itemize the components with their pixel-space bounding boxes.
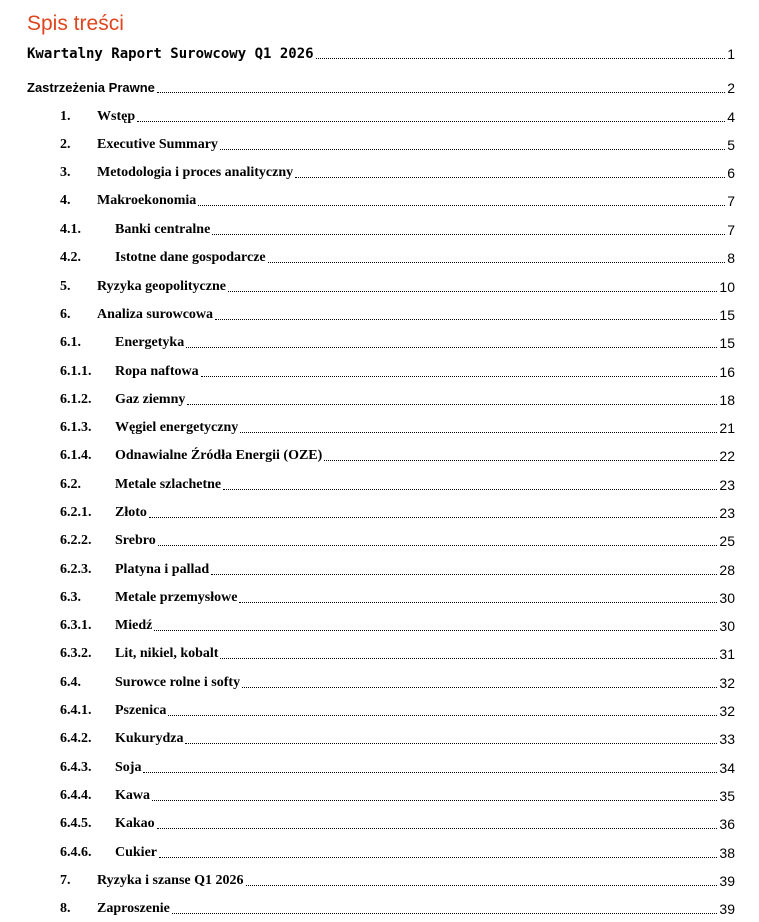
toc-entry-label: Zaproszenie: [97, 901, 170, 916]
toc-entry-number: 6.3.: [60, 590, 81, 605]
toc-entry[interactable]: [0, 560, 759, 580]
toc-entry-number: 6.2.3.: [60, 562, 92, 577]
dot-leader: [149, 517, 718, 518]
toc-entry-number: 2.: [60, 137, 71, 152]
toc-entry-number: 6.3.2.: [60, 646, 92, 661]
toc-entry-number: 6.4.3.: [60, 760, 92, 775]
toc-entry[interactable]: [0, 701, 759, 721]
toc-entry-page: 31: [719, 646, 735, 662]
dot-leader: [295, 177, 725, 178]
toc-entry-page: 2: [727, 80, 735, 96]
toc-entry-number: 6.1.4.: [60, 448, 92, 463]
dot-leader: [220, 658, 717, 659]
toc-entry[interactable]: [0, 135, 759, 155]
toc-entry-label: Metodologia i proces analityczny: [97, 165, 294, 180]
toc-entry-page: 8: [727, 250, 735, 266]
toc-entry-label: Metale przemysłowe: [115, 590, 238, 605]
toc-entry[interactable]: [0, 503, 759, 523]
dot-leader: [157, 92, 725, 93]
toc-entry[interactable]: [0, 362, 759, 382]
toc-entry-number: 6.4.: [60, 675, 81, 690]
toc-entry[interactable]: [0, 588, 759, 608]
toc-entry-number: 4.: [60, 193, 71, 208]
toc-entry[interactable]: [0, 78, 759, 98]
dot-leader: [137, 121, 725, 122]
toc-entry-label: Platyna i pallad: [115, 562, 210, 577]
dot-leader: [186, 347, 717, 348]
dot-leader: [157, 828, 718, 829]
toc-entry[interactable]: [0, 248, 759, 268]
toc-entry-number: 6.: [60, 307, 71, 322]
toc-entry[interactable]: [0, 191, 759, 211]
dot-leader: [239, 602, 717, 603]
toc-entry[interactable]: [0, 390, 759, 410]
toc-entry-label: Srebro: [115, 533, 156, 548]
toc-entry-page: 7: [727, 193, 735, 209]
toc-entry[interactable]: [0, 333, 759, 353]
toc-entry[interactable]: [0, 814, 759, 834]
toc-entry-page: 7: [727, 222, 735, 238]
toc-entry-number: 7.: [60, 873, 71, 888]
toc-entry-label: Makroekonomia: [97, 193, 197, 208]
dot-leader: [268, 262, 726, 263]
toc-entry-label: Soja: [115, 760, 142, 775]
toc-entry-page: 1: [727, 46, 735, 62]
toc-entry-label: Gaz ziemny: [115, 392, 186, 407]
dot-leader: [152, 800, 717, 801]
toc-entry[interactable]: [0, 843, 759, 863]
toc-entry-page: 28: [719, 562, 735, 578]
toc-entry-page: 6: [727, 165, 735, 181]
toc-entry-page: 23: [719, 477, 735, 493]
toc-entry-label: Analiza surowcowa: [97, 307, 214, 322]
toc-entry-number: 6.4.4.: [60, 788, 92, 803]
toc-entry[interactable]: [0, 531, 759, 551]
dot-leader: [187, 404, 717, 405]
toc-entry-number: 6.4.1.: [60, 703, 92, 718]
dot-leader: [316, 58, 726, 59]
toc-entry-number: 4.2.: [60, 250, 81, 265]
toc-entry-label: Kwartalny Raport Surowcowy Q1 2026: [27, 46, 314, 62]
toc-entry-page: 5: [727, 137, 735, 153]
toc-entry[interactable]: [0, 305, 759, 325]
toc-entry-label: Miedź: [115, 618, 153, 633]
toc-entry-label: Wstęp: [97, 109, 136, 124]
dot-leader: [211, 574, 717, 575]
toc-entry-number: 4.1.: [60, 222, 81, 237]
toc-entry-page: 35: [719, 788, 735, 804]
toc-entry-label: Istotne dane gospodarcze: [115, 250, 266, 265]
dot-leader: [159, 857, 717, 858]
toc-entry[interactable]: [0, 644, 759, 664]
toc-entry-page: 16: [719, 364, 735, 380]
toc-entry-page: 30: [719, 590, 735, 606]
toc-entry-number: 6.4.6.: [60, 845, 92, 860]
toc-entry-label: Zastrzeżenia Prawne: [27, 80, 155, 95]
dot-leader: [242, 687, 717, 688]
dot-leader: [246, 885, 718, 886]
toc-entry-label: Energetyka: [115, 335, 185, 350]
toc-entry-number: 5.: [60, 279, 71, 294]
toc-entry-page: 15: [719, 307, 735, 323]
toc-entry[interactable]: [0, 277, 759, 297]
toc-entry[interactable]: [0, 729, 759, 749]
toc-entry-label: Executive Summary: [97, 137, 218, 152]
toc-entry-page: 32: [719, 703, 735, 719]
dot-leader: [185, 743, 717, 744]
dot-leader: [220, 149, 725, 150]
dot-leader: [223, 489, 717, 490]
toc-entry[interactable]: [0, 220, 759, 240]
toc-entry-label: Pszenica: [115, 703, 167, 718]
toc-entry-label: Odnawialne Źródła Energii (OZE): [115, 448, 323, 463]
toc-entry-label: Kawa: [115, 788, 150, 803]
toc-entry-number: 6.1.3.: [60, 420, 92, 435]
toc-entry-label: Banki centralne: [115, 222, 211, 237]
dot-leader: [240, 432, 717, 433]
toc-entry-page: 39: [719, 873, 735, 889]
toc-entry-page: 22: [719, 448, 735, 464]
toc-entry-label: Cukier: [115, 845, 157, 860]
toc-entry-label: Złoto: [115, 505, 147, 520]
toc-entry-number: 1.: [60, 109, 71, 124]
dot-leader: [198, 205, 725, 206]
toc-entry-number: 3.: [60, 165, 71, 180]
toc-entry-label: Surowce rolne i softy: [115, 675, 241, 690]
dot-leader: [215, 319, 717, 320]
toc-entry-number: 6.4.5.: [60, 816, 92, 831]
dot-leader: [228, 291, 717, 292]
toc-entry[interactable]: [0, 163, 759, 183]
toc-entry-label: Ropa naftowa: [115, 364, 199, 379]
toc-entry-label: Kukurydza: [115, 731, 184, 746]
toc-entry[interactable]: [0, 446, 759, 466]
toc-entry[interactable]: [0, 786, 759, 806]
toc-entry[interactable]: [0, 475, 759, 495]
toc-entry-label: Węgiel energetyczny: [115, 420, 239, 435]
toc-entry[interactable]: [0, 899, 759, 919]
toc-entry-number: 6.1.2.: [60, 392, 92, 407]
toc-entry[interactable]: [0, 673, 759, 693]
toc-entry-number: 8.: [60, 901, 71, 916]
toc-entry-page: 4: [727, 109, 735, 125]
toc-entry-number: 6.3.1.: [60, 618, 92, 633]
toc-heading: Spis treści: [27, 12, 124, 35]
dot-leader: [154, 630, 717, 631]
toc-entry-page: 15: [719, 335, 735, 351]
dot-leader: [201, 376, 718, 377]
toc-entry-number: 6.1.: [60, 335, 81, 350]
dot-leader: [172, 913, 718, 914]
toc-entry-page: 39: [719, 901, 735, 917]
dot-leader: [212, 234, 725, 235]
toc-entry-label: Kakao: [115, 816, 155, 831]
toc-entry-page: 32: [719, 675, 735, 691]
toc-entry-number: 6.2.: [60, 477, 81, 492]
toc-entry-page: 21: [719, 420, 735, 436]
toc-entry-page: 23: [719, 505, 735, 521]
toc-entry-number: 6.1.1.: [60, 364, 92, 379]
toc-entry-page: 25: [719, 533, 735, 549]
toc-entry-page: 38: [719, 845, 735, 861]
toc-entry-number: 6.4.2.: [60, 731, 92, 746]
toc-entry-number: 6.2.2.: [60, 533, 92, 548]
dot-leader: [324, 460, 717, 461]
toc-entry-page: 34: [719, 760, 735, 776]
toc-entry-page: 30: [719, 618, 735, 634]
toc-entry[interactable]: [0, 758, 759, 778]
toc-entry-label: Metale szlachetne: [115, 477, 222, 492]
toc-entry-label: Ryzyka geopolityczne: [97, 279, 226, 294]
toc-entry-label: Lit, nikiel, kobalt: [115, 646, 219, 661]
toc-entry-number: 6.2.1.: [60, 505, 92, 520]
toc-entry-page: 33: [719, 731, 735, 747]
toc-entry-page: 36: [719, 816, 735, 832]
dot-leader: [143, 772, 717, 773]
toc-entry-label: Ryzyka i szanse Q1 2026: [97, 873, 244, 888]
toc-entry[interactable]: [0, 107, 759, 127]
toc-entry[interactable]: [0, 871, 759, 891]
toc-entry[interactable]: [0, 616, 759, 636]
dot-leader: [158, 545, 718, 546]
dot-leader: [168, 715, 717, 716]
toc-entry-page: 18: [719, 392, 735, 408]
toc-entry[interactable]: [0, 44, 759, 64]
toc-entry-page: 10: [719, 279, 735, 295]
toc-entry[interactable]: [0, 418, 759, 438]
